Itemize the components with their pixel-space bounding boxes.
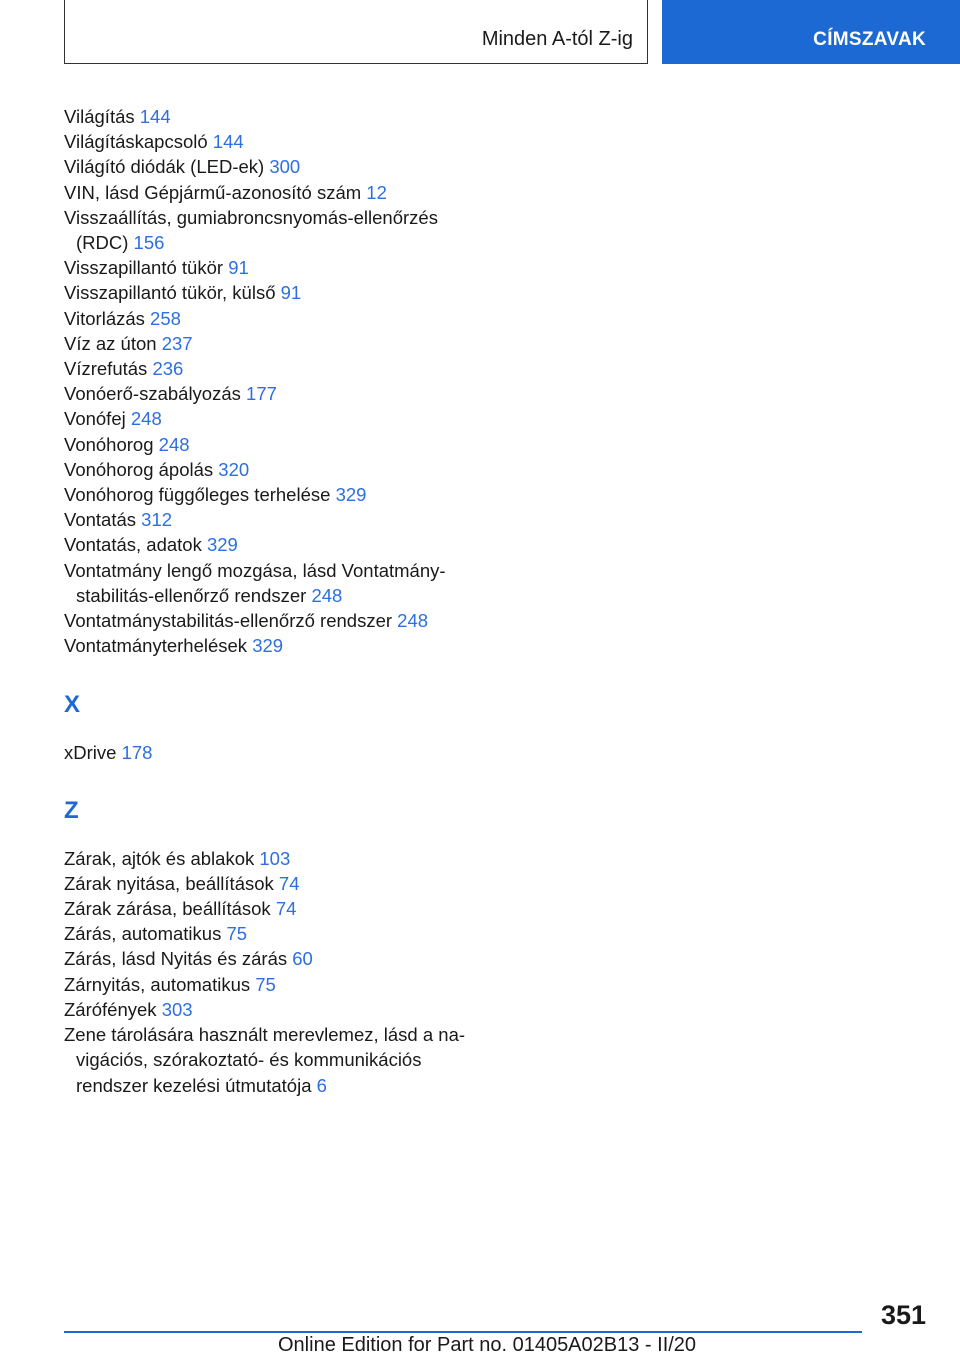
footer-divider bbox=[64, 1331, 862, 1333]
entry-text: Vontatmánystabilitás-ellenőrző rendszer bbox=[64, 610, 398, 632]
group-spacer bbox=[64, 658, 484, 690]
index-entry bbox=[64, 255, 484, 280]
group-spacer bbox=[64, 766, 484, 796]
page-reference-link[interactable]: 300 bbox=[269, 156, 301, 178]
entry-text: Vonóhorog bbox=[64, 433, 159, 455]
tab-label: CÍMSZAVAK bbox=[813, 29, 926, 50]
index-entry bbox=[64, 280, 484, 305]
index-entry bbox=[64, 406, 484, 431]
entry-text: Vonóhorog ápolás bbox=[64, 458, 219, 480]
page-reference-link[interactable]: 258 bbox=[150, 307, 181, 329]
index-list bbox=[64, 104, 484, 1098]
page-reference-link[interactable]: 329 bbox=[206, 534, 238, 556]
group-spacer bbox=[64, 720, 484, 740]
entry-text: (RDC) bbox=[76, 232, 134, 254]
page-reference-link[interactable]: 329 bbox=[252, 635, 284, 657]
page-reference-link[interactable]: 312 bbox=[141, 509, 173, 531]
entry-text: Világító diódák (LED-ek) bbox=[64, 156, 270, 178]
index-entry bbox=[64, 532, 484, 557]
index-entry bbox=[64, 356, 484, 381]
page-reference-link[interactable]: 75 bbox=[226, 923, 248, 945]
entry-text: vigációs, szórakoztató- és kommunikációs bbox=[76, 1049, 422, 1071]
entry-text: Zárás, automatikus bbox=[64, 923, 227, 945]
index-entry bbox=[64, 740, 484, 765]
index-entry-continuation bbox=[64, 1073, 484, 1098]
entry-text: Világításkapcsoló bbox=[64, 131, 213, 153]
index-entry bbox=[64, 381, 484, 406]
entry-text: xDrive bbox=[64, 742, 122, 764]
index-entry bbox=[64, 946, 484, 971]
index-entry bbox=[64, 896, 484, 921]
entry-text: Zárak zárása, beállítások bbox=[64, 898, 276, 920]
entry-text: Vonófej bbox=[64, 408, 131, 430]
page-reference-link[interactable]: 303 bbox=[161, 998, 193, 1020]
page-reference-link[interactable]: 91 bbox=[280, 282, 302, 304]
entry-text: Zárak, ajtók és ablakok bbox=[64, 847, 260, 869]
page-reference-link[interactable]: 74 bbox=[278, 872, 300, 894]
index-entry bbox=[64, 921, 484, 946]
index-entry bbox=[64, 1022, 484, 1047]
entry-text: Vontatás, adatok bbox=[64, 534, 207, 556]
page-reference-link[interactable]: 74 bbox=[275, 898, 297, 920]
entry-text: stabilitás-ellenőrző rendszer bbox=[76, 584, 312, 606]
entry-text: Világítás bbox=[64, 106, 140, 127]
group-spacer bbox=[64, 826, 484, 846]
index-entry bbox=[64, 129, 484, 154]
page-reference-link[interactable]: 248 bbox=[311, 584, 343, 606]
entry-text: Vontatmány lengő mozgása, lásd Vontatmány- bbox=[64, 559, 446, 581]
page-reference-link[interactable]: 60 bbox=[292, 948, 313, 970]
entry-text: Vonóerő-szabályozás bbox=[64, 383, 247, 405]
page-reference-link[interactable]: 12 bbox=[366, 181, 387, 203]
entry-text: Vitorlázás bbox=[64, 307, 151, 329]
entry-text: Zárófények bbox=[64, 998, 162, 1020]
index-entry bbox=[64, 432, 484, 457]
entry-text: Vonóhorog függőleges terhelése bbox=[64, 484, 336, 506]
index-entry bbox=[64, 871, 484, 896]
index-entry bbox=[64, 205, 484, 230]
page-number: 351 bbox=[880, 1300, 926, 1330]
entry-text: Zárás, lásd Nyitás és zárás bbox=[64, 948, 293, 970]
index-entry bbox=[64, 846, 484, 871]
entry-text: Visszapillantó tükör bbox=[64, 257, 229, 279]
index-entry bbox=[64, 482, 484, 507]
entry-text: Visszapillantó tükör, külső bbox=[64, 282, 281, 304]
page-reference-link[interactable]: 177 bbox=[246, 383, 277, 405]
page-reference-link[interactable]: 248 bbox=[130, 408, 162, 430]
header-section-box bbox=[64, 0, 648, 64]
page-reference-link[interactable]: 144 bbox=[212, 131, 244, 153]
index-entry bbox=[64, 331, 484, 356]
page-reference-link[interactable]: 237 bbox=[161, 332, 193, 354]
page-reference-link[interactable]: 75 bbox=[255, 973, 276, 995]
entry-text: Vontatás bbox=[64, 509, 142, 531]
section-title: Minden A-tól Z-ig bbox=[481, 28, 633, 50]
entry-text: Víz az úton bbox=[64, 332, 162, 354]
entry-text: VIN, lásd Gépjármű-azonosító szám bbox=[64, 181, 367, 203]
index-entry-continuation bbox=[64, 583, 484, 608]
entry-text: Zárak nyitása, beállítások bbox=[64, 872, 279, 894]
index-entry bbox=[64, 633, 484, 658]
index-entry-continuation bbox=[64, 230, 484, 255]
page-reference-link[interactable]: 178 bbox=[121, 742, 153, 764]
page-reference-link[interactable]: 144 bbox=[139, 106, 171, 127]
index-letter-heading: Z bbox=[64, 796, 79, 824]
entry-text: Vontatmányterhelések bbox=[64, 635, 253, 657]
page-reference-link[interactable]: 91 bbox=[228, 257, 249, 279]
page-reference-link[interactable]: 248 bbox=[158, 433, 190, 455]
index-entry-continuation bbox=[64, 1047, 484, 1072]
index-entry bbox=[64, 972, 484, 997]
index-letter-heading: X bbox=[64, 691, 81, 719]
index-entry bbox=[64, 457, 484, 482]
entry-text: rendszer kezelési útmutatója bbox=[76, 1074, 317, 1096]
page-reference-link[interactable]: 6 bbox=[316, 1074, 327, 1096]
entry-text: Zene tárolására használt merevlemez, lásd a na- bbox=[64, 1024, 466, 1046]
index-entry bbox=[64, 997, 484, 1022]
entry-text: Vízrefutás bbox=[64, 358, 153, 380]
index-entry bbox=[64, 507, 484, 532]
page-reference-link[interactable]: 103 bbox=[259, 847, 291, 869]
page-reference-link[interactable]: 329 bbox=[335, 484, 367, 506]
index-entry bbox=[64, 154, 484, 179]
page-reference-link[interactable]: 248 bbox=[397, 610, 429, 632]
entry-text: Zárnyitás, automatikus bbox=[64, 973, 256, 995]
page-reference-link[interactable]: 236 bbox=[152, 358, 184, 380]
index-entry bbox=[64, 306, 484, 331]
tab-cimszavak[interactable] bbox=[662, 0, 960, 64]
page-reference-link[interactable]: 320 bbox=[218, 458, 250, 480]
index-entry bbox=[64, 608, 484, 633]
index-entry bbox=[64, 558, 484, 583]
edition-footer: Online Edition for Part no. 01405A02B13 - II/20 bbox=[278, 1334, 697, 1356]
entry-text: Visszaállítás, gumiabroncsnyomás-ellenőrzés bbox=[64, 206, 438, 228]
page-reference-link[interactable]: 156 bbox=[133, 232, 165, 254]
index-entry bbox=[64, 104, 484, 129]
index-entry bbox=[64, 180, 484, 205]
